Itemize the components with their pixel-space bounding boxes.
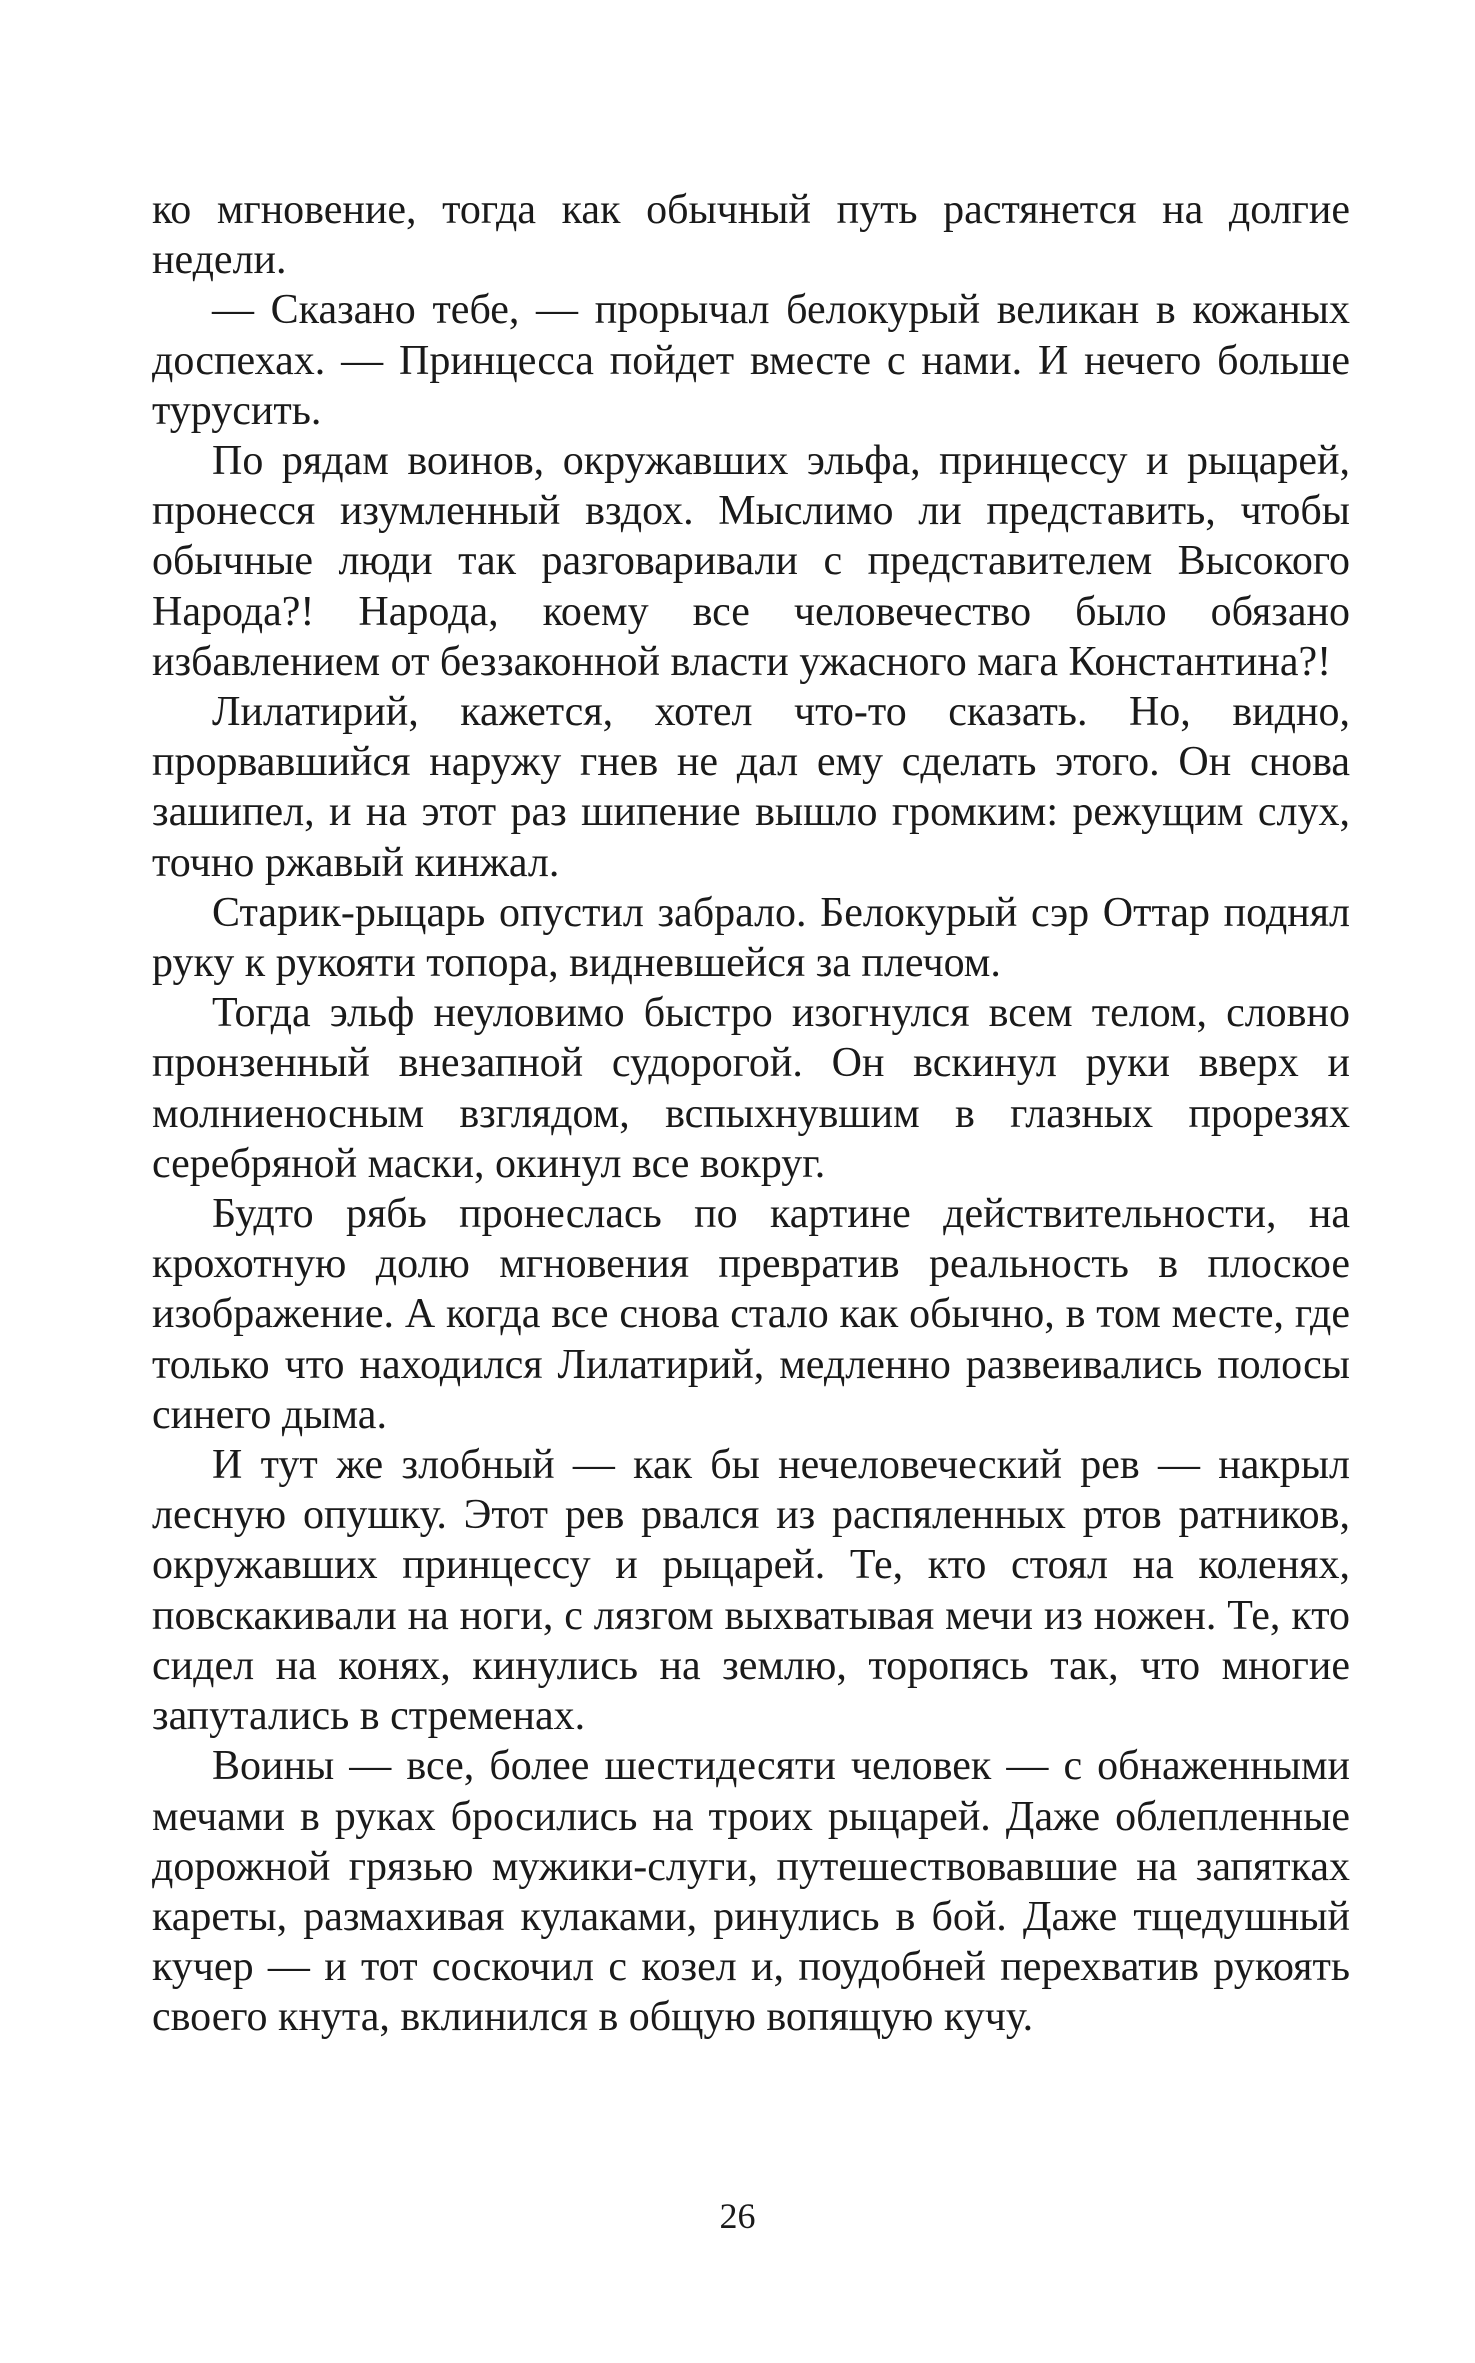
paragraph-6: Тогда эльф неуловимо быстро изогнулся всем телом, словно пронзенный внезапной судорогой. Он вскинул руки вверх и молниеносным взглядом, вспыхнувшим в глазных прорезях серебряной маски, окинул все вокруг. xyxy=(152,990,1350,1187)
paragraph-2: — Сказано тебе, — прорычал белокурый великан в кожаных доспехах. — Принцесса пойдет вместе с нами. И нечего больше турусить. xyxy=(152,287,1350,434)
paragraph-5: Старик-рыцарь опустил забрало. Белокурый сэр Оттар поднял руку к рукояти топора, видневшейся за плечом. xyxy=(152,889,1350,987)
paragraph-4: Лилатирий, кажется, хотел что-то сказать. Но, видно, прорвавшийся наружу гнев не дал ему сделать этого. Он снова зашипел, и на этот раз шипение вышло громким: режущим слух, точно ржавый кинжал. xyxy=(152,689,1350,886)
paragraph-3: По рядам воинов, окружавших эльфа, принцессу и рыцарей, пронесся изумленный вздох. Мыслимо ли представить, чтобы обычные люди так разговаривали с представителем Высокого Народа?! Народа, коему все человечество было обязано избавлением от беззаконной власти ужасного мага Константина?! xyxy=(152,438,1350,685)
paragraph-8: И тут же злобный — как бы нечеловеческий рев — накрыл лесную опушку. Этот рев рвался из распяленных ртов ратников, окружавших принцессу и рыцарей. Те, кто стоял на коленях, повскакивали на ноги, с лязгом выхватывая мечи из ножен. Те, кто сидел на конях, кинулись на землю, торопясь так, что многие запутались в стременах. xyxy=(152,1442,1350,1740)
paragraph-7: Будто рябь пронеслась по картине действительности, на крохотную долю мгновения превратив реальность в плоское изображение. А когда все снова стало как обычно, в том месте, где только что находился Лилатирий, медленно развеивались полосы синего дыма. xyxy=(152,1191,1350,1438)
paragraph-9: Воины — все, более шестидесяти человек — с обнаженными мечами в руках бросились на троих рыцарей. Даже облепленные дорожной грязью мужики-слуги, путешествовавшие на запятках кареты, размахивая кулаками, ринулись в бой. Даже тщедушный кучер — и тот соскочил с козел и, поудобней перехватив рукоять своего кнута, вклинился в общую вопящую кучу. xyxy=(152,1743,1350,2041)
paragraph-1: ко мгновение, тогда как обычный путь растянется на долгие недели. xyxy=(152,187,1350,284)
page-number: 26 xyxy=(719,2196,756,2236)
body-text xyxy=(152,185,1350,2043)
